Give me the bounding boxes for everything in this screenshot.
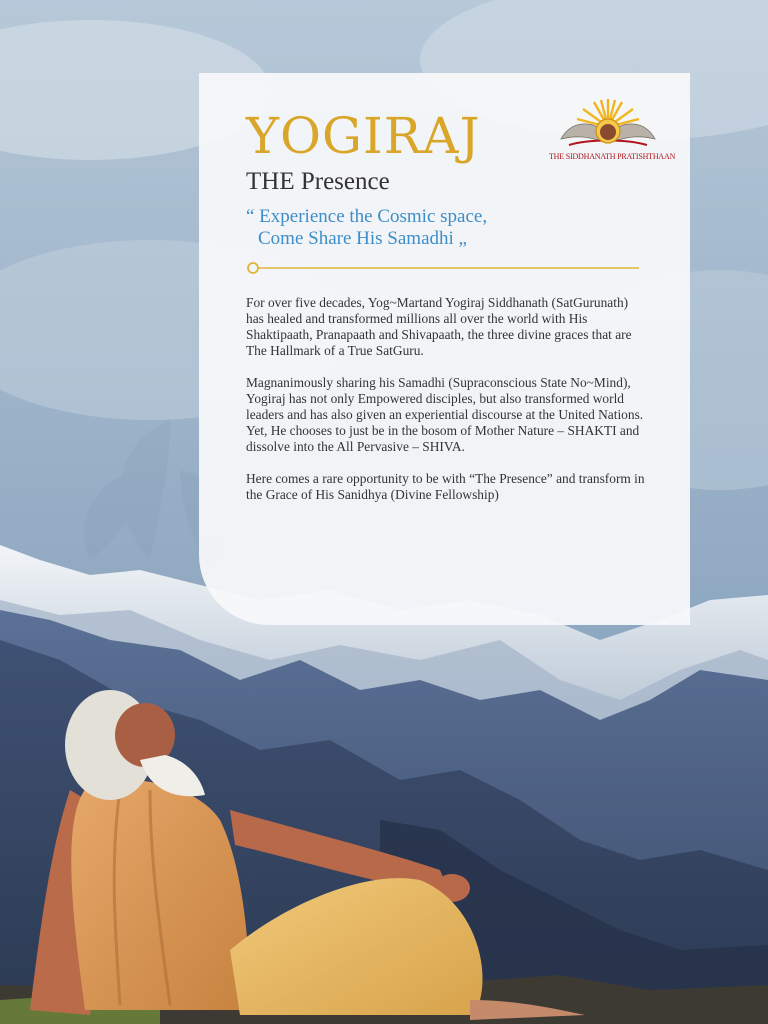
page-title: YOGIRAJ: [246, 107, 481, 165]
body-text: [246, 295, 646, 519]
siddhanath-logo: [549, 97, 676, 169]
body-paragraph: Magnanimously sharing his Samadhi (Supraconscious State No~Mind), Yogiraj has not only Empowered disciples, but also transformed world leaders and has also given an experiential discourse at the United Nations. Yet, He chooses to just be in the bosom of Mother Nature – SHAKTI and dissolve into the All Pervasive – SHIVA.: [246, 375, 644, 454]
page-subtitle: THE Presence: [246, 168, 390, 195]
winged-sun-icon: [549, 97, 667, 157]
body-paragraph: For over five decades, Yog~Martand Yogiraj Siddhanath (SatGurunath) has healed and transformed millions all over the world with His Shaktipaath, Pranapaath and Shivapaath, the three divine graces that are The Hallmark of a True SatGuru.: [246, 295, 632, 358]
gold-divider: [246, 261, 639, 275]
content-card: [199, 73, 690, 625]
quote-line-1: “ Experience the Cosmic space,: [246, 206, 488, 227]
logo-text: THE SIDDHANATH PRATISHTHAAN: [549, 152, 676, 161]
body-paragraph: Here comes a rare opportunity to be with “The Presence” and transform in the Grace of His Sanidhya (Divine Fellowship): [246, 471, 645, 502]
quote-line-2: Come Share His Samadhi „: [258, 228, 467, 249]
tagline-quote: [246, 206, 487, 250]
